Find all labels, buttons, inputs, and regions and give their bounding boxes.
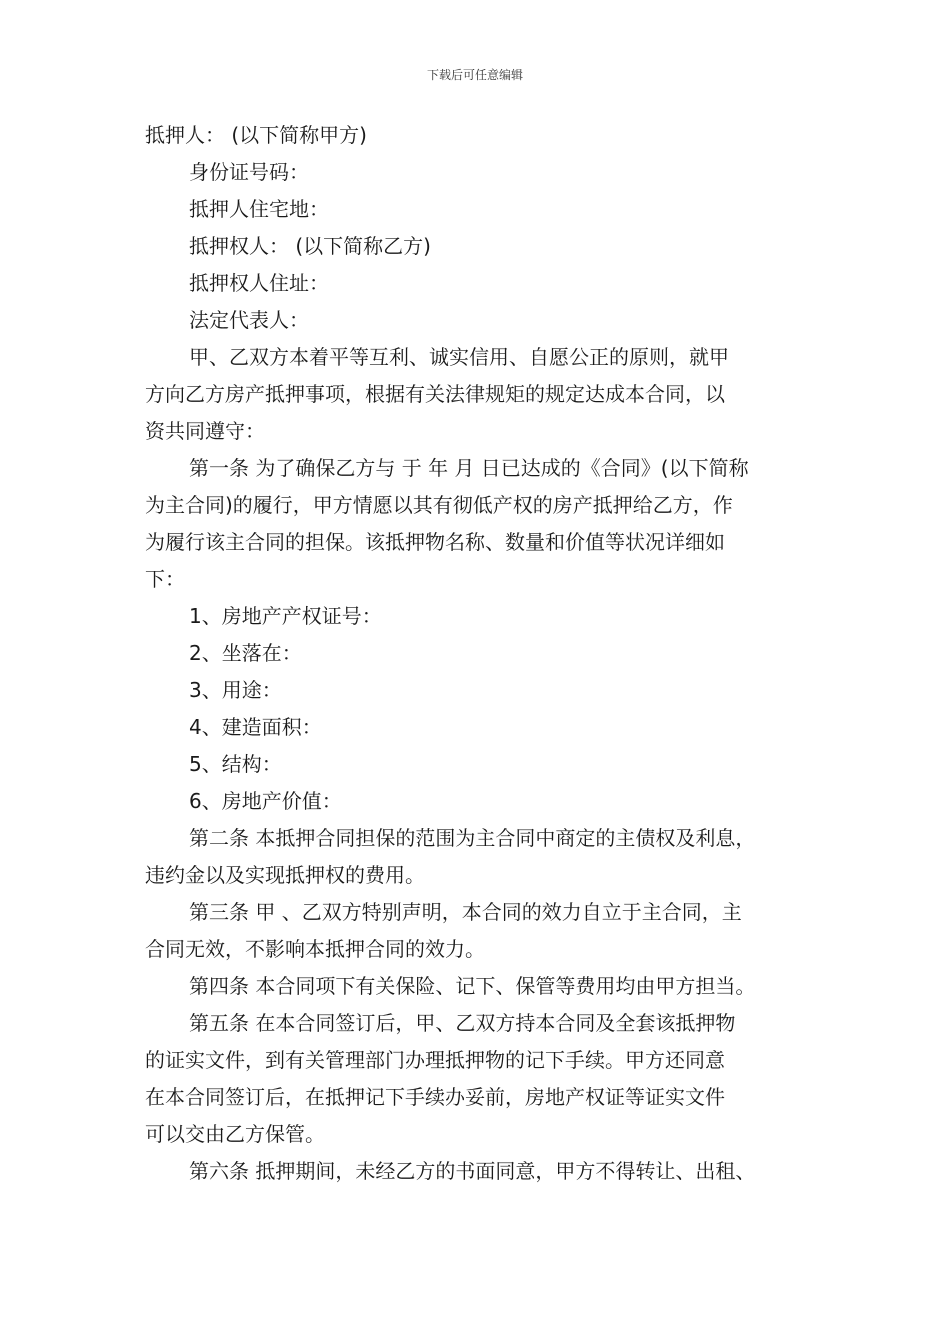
page-header: 下载后可任意编辑: [426, 68, 523, 82]
document-line: 抵押权人： (以下简称乙方): [189, 234, 431, 258]
document-line: 在本合同签订后，在抵押记下手续办妥前，房地产权证等证实文件: [145, 1085, 725, 1109]
document-line: 违约金以及实现抵押权的费用。: [145, 863, 425, 887]
document-line: 6、房地产价值：: [189, 789, 342, 813]
document-line: 抵押权人住址：: [189, 271, 329, 295]
document-line: 5、结构：: [189, 752, 282, 776]
document-line: 合同无效，不影响本抵押合同的效力。: [145, 937, 485, 961]
document-line: 方向乙方房产抵押事项，根据有关法律规矩的规定达成本合同，以: [145, 382, 725, 406]
document-line: 4、建造面积：: [189, 715, 322, 739]
document-line: 1、房地产产权证号：: [189, 604, 382, 628]
document-line: 2、坐落在：: [189, 641, 302, 665]
document-line: 第三条 甲 、乙双方特别声明，本合同的效力自立于主合同，主: [189, 900, 742, 924]
document-line: 的证实文件，到有关管理部门办理抵押物的记下手续。甲方还同意: [145, 1048, 725, 1072]
document-line: 第一条 为了确保乙方与 于 年 月 日已达成的《合同》(以下简称: [189, 456, 749, 480]
document-line: 3、用途：: [189, 678, 282, 702]
document-line: 法定代表人：: [189, 308, 309, 332]
document-line: 抵押人住宅地：: [189, 197, 329, 221]
document-line: 资共同遵守：: [145, 419, 265, 443]
document-body: [145, 117, 815, 1190]
document-line: 第二条 本抵押合同担保的范围为主合同中商定的主债权及利息，: [189, 826, 756, 850]
document-line: 甲、乙双方本着平等互利、诚实信用、自愿公正的原则，就甲: [189, 345, 729, 369]
document-line: 下：: [145, 567, 185, 591]
document-line: 身份证号码：: [189, 160, 309, 184]
document-line: 第四条 本合同项下有关保险、记下、保管等费用均由甲方担当。: [189, 974, 756, 998]
document-line: 第五条 在本合同签订后，甲、乙双方持本合同及全套该抵押物: [189, 1011, 736, 1035]
document-line: 为履行该主合同的担保。该抵押物名称、数量和价值等状况详细如: [145, 530, 725, 554]
document-line: 第六条 抵押期间，未经乙方的书面同意，甲方不得转让、出租、: [189, 1159, 756, 1183]
document-line: 为主合同)的履行，甲方情愿以其有彻低产权的房产抵押给乙方，作: [145, 493, 733, 517]
document-line: 可以交由乙方保管。: [145, 1122, 325, 1146]
document-line: 抵押人： (以下简称甲方): [145, 123, 367, 147]
